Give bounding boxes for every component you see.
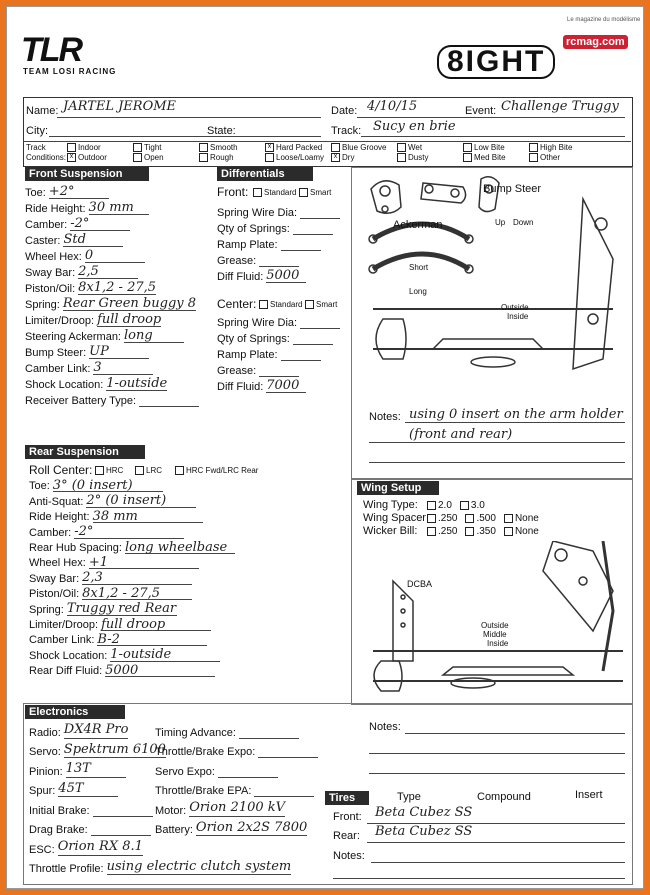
field-row bbox=[217, 203, 340, 219]
bump-steer-up: Up bbox=[495, 218, 506, 227]
roll-center-label: Roll Center: bbox=[29, 463, 93, 477]
field-value[interactable]: 1-outside bbox=[110, 648, 220, 661]
rear-outside-label: Outside bbox=[481, 621, 509, 630]
field-row bbox=[29, 492, 196, 507]
field-row bbox=[155, 778, 314, 798]
wing-notes-label: Notes: bbox=[369, 721, 401, 733]
field-label: Shock Location: bbox=[25, 379, 104, 391]
field-label: Throttle Profile: bbox=[29, 863, 104, 875]
field-label: Ride Height: bbox=[25, 203, 86, 215]
field-label: Spur: bbox=[29, 785, 56, 797]
field-value[interactable]: DX4R Pro bbox=[63, 722, 129, 737]
tlr-logo: TLR bbox=[21, 31, 82, 69]
field-value[interactable]: 8x1,2 - 27,5 bbox=[82, 587, 192, 600]
field-label: Qty of Springs: bbox=[217, 223, 290, 235]
field-row bbox=[25, 295, 196, 311]
condition-checkbox[interactable] bbox=[463, 153, 506, 162]
field-value[interactable] bbox=[300, 315, 340, 329]
checkbox-box[interactable] bbox=[529, 143, 538, 152]
field-row bbox=[155, 758, 278, 778]
track-value: Sucy en brie bbox=[373, 119, 456, 134]
field-label: Shock Location: bbox=[29, 649, 108, 662]
diff-front-std[interactable]: Standard bbox=[253, 188, 296, 197]
field-value[interactable]: 13T bbox=[66, 760, 126, 778]
field-row bbox=[25, 231, 123, 247]
front-notes-value: using 0 insert on the arm holder (front and rear) bbox=[409, 407, 623, 442]
condition-checkbox[interactable] bbox=[265, 153, 324, 162]
field-label: Camber Link: bbox=[29, 634, 95, 647]
field-label: Drag Brake: bbox=[29, 824, 88, 836]
field-label: Camber Link: bbox=[25, 363, 91, 375]
field-label: Ramp Plate: bbox=[217, 239, 278, 251]
field-value[interactable] bbox=[293, 331, 333, 345]
checkbox-box[interactable] bbox=[529, 153, 538, 162]
checkbox-label: Med Bite bbox=[474, 153, 506, 162]
tires-insert-heading: Insert bbox=[575, 789, 603, 801]
field-label: Camber: bbox=[25, 219, 68, 231]
condition-checkbox[interactable] bbox=[67, 153, 107, 162]
rear-suspension-diagram bbox=[353, 541, 629, 697]
wicker-bill-label: Wicker Bill: bbox=[363, 525, 418, 537]
link-long: Long bbox=[409, 287, 427, 296]
diff-front-smart[interactable]: Smart bbox=[299, 188, 331, 197]
field-label: Battery: bbox=[155, 824, 193, 836]
field-value[interactable]: +2° bbox=[49, 185, 109, 199]
tires-front-label: Front: bbox=[333, 811, 362, 823]
field-row bbox=[25, 279, 156, 295]
condition-checkbox[interactable] bbox=[397, 143, 422, 152]
date-value: 4/10/15 bbox=[367, 99, 418, 114]
field-row bbox=[29, 758, 126, 778]
field-value[interactable]: 3° (0 insert) bbox=[53, 479, 163, 492]
checkbox-label: Smooth bbox=[210, 143, 238, 152]
checkbox-label: Dusty bbox=[408, 153, 429, 162]
field-row bbox=[25, 215, 130, 231]
checkbox-label: Dry bbox=[342, 153, 355, 162]
field-value[interactable]: 2° (0 insert) bbox=[86, 494, 196, 507]
field-value[interactable] bbox=[258, 741, 318, 759]
field-label: Spring Wire Dia: bbox=[217, 317, 298, 329]
field-label: Servo: bbox=[29, 746, 61, 758]
option-label: 3.0 bbox=[470, 500, 485, 511]
model-logo: 8IGHT bbox=[437, 45, 555, 79]
field-row bbox=[25, 199, 149, 215]
checkbox-label: Blue Groove bbox=[342, 143, 387, 152]
checkbox-box[interactable] bbox=[397, 153, 406, 162]
tires-type-heading: Type bbox=[397, 791, 421, 803]
field-row bbox=[29, 836, 143, 856]
field-value[interactable]: 30 mm bbox=[89, 201, 149, 215]
field-value[interactable] bbox=[218, 760, 278, 778]
condition-checkbox[interactable] bbox=[133, 143, 162, 152]
bump-steer-label: Bump Steer bbox=[483, 183, 542, 195]
roll-center-hrc-fwd[interactable]: HRC Fwd/LRC Rear bbox=[175, 466, 258, 475]
option-label: .350 bbox=[476, 526, 496, 537]
field-label: Diff Fluid: bbox=[217, 271, 264, 283]
condition-checkbox[interactable] bbox=[67, 143, 101, 152]
field-value[interactable]: 2,3 bbox=[82, 571, 192, 584]
field-label: Spring: bbox=[25, 299, 60, 311]
field-label: Ride Height: bbox=[29, 511, 90, 524]
ackermann-label: Ackerman bbox=[393, 219, 443, 231]
field-label: Anti-Squat: bbox=[29, 495, 84, 508]
field-row bbox=[29, 646, 220, 661]
field-value[interactable] bbox=[281, 347, 321, 361]
field-label: Sway Bar: bbox=[25, 267, 76, 279]
field-label: Throttle/Brake Expo: bbox=[155, 746, 256, 758]
field-label: Initial Brake: bbox=[29, 804, 90, 817]
field-value[interactable]: full droop bbox=[97, 312, 162, 327]
field-label: Grease: bbox=[217, 365, 257, 377]
setup-sheet bbox=[6, 6, 644, 889]
name-value: JARTEL JEROME bbox=[63, 99, 177, 114]
date-label: Date: bbox=[331, 105, 358, 117]
field-row bbox=[155, 739, 318, 759]
condition-checkbox[interactable] bbox=[265, 143, 322, 152]
front-suspension-header: Front Suspension bbox=[25, 167, 149, 181]
field-value[interactable]: 2,5 bbox=[78, 265, 138, 279]
checkbox-label: Outdoor bbox=[78, 153, 107, 162]
field-row bbox=[25, 375, 167, 391]
roll-center-lrc[interactable]: LRC bbox=[135, 466, 162, 475]
field-row bbox=[29, 778, 118, 798]
field-label: Rear Hub Spacing: bbox=[29, 541, 122, 554]
option-label: .250 bbox=[438, 526, 458, 537]
option-label: None bbox=[514, 513, 539, 524]
checkbox-label: High Bite bbox=[540, 143, 573, 152]
roll-center-hrc[interactable]: HRC bbox=[95, 466, 123, 475]
field-row bbox=[25, 343, 149, 359]
checkbox-label: Wet bbox=[408, 143, 423, 152]
brand-tagline: TEAM LOSI RACING bbox=[23, 67, 117, 76]
field-value[interactable]: 38 mm bbox=[93, 510, 203, 523]
tires-rear-value: Beta Cubez SS bbox=[375, 824, 473, 839]
front-suspension-diagram bbox=[353, 169, 629, 409]
field-value[interactable] bbox=[93, 799, 153, 817]
field-row bbox=[29, 554, 199, 569]
option-label: .250 bbox=[438, 513, 458, 524]
option-label: None bbox=[514, 526, 539, 537]
checkbox-box[interactable] bbox=[463, 143, 472, 152]
field-row bbox=[29, 616, 211, 631]
event-label: Event: bbox=[465, 105, 497, 117]
tires-compound-heading: Compound bbox=[477, 791, 531, 803]
field-row bbox=[155, 817, 307, 837]
field-value[interactable]: Rear Green buggy 8 bbox=[62, 296, 197, 311]
diff-front-label: Front: bbox=[217, 185, 249, 199]
field-row bbox=[29, 797, 153, 817]
field-label: Bump Steer: bbox=[25, 347, 87, 359]
field-label: Grease: bbox=[217, 255, 257, 267]
rear-middle-label: Middle bbox=[483, 630, 507, 639]
condition-checkbox[interactable] bbox=[199, 153, 234, 162]
condition-checkbox[interactable] bbox=[331, 153, 354, 162]
field-label: Wheel Hex: bbox=[25, 251, 82, 263]
field-row bbox=[29, 856, 291, 876]
wing-type-label: Wing Type: bbox=[363, 499, 418, 511]
tires-rear-label: Rear: bbox=[333, 830, 360, 842]
checkbox-box[interactable]: x bbox=[265, 143, 274, 152]
field-label: Receiver Battery Type: bbox=[25, 395, 137, 407]
field-value[interactable]: -2° bbox=[70, 217, 130, 231]
field-label: Limiter/Droop: bbox=[29, 618, 99, 631]
field-row bbox=[25, 391, 199, 407]
field-label: Timing Advance: bbox=[155, 726, 236, 739]
checkbox-label: Low Bite bbox=[474, 143, 505, 152]
field-row bbox=[29, 477, 163, 492]
field-row bbox=[217, 345, 321, 361]
condition-checkbox[interactable] bbox=[199, 143, 238, 152]
field-value[interactable] bbox=[239, 721, 299, 739]
field-value[interactable]: long wheelbase bbox=[125, 541, 235, 554]
field-row bbox=[217, 361, 299, 377]
field-value[interactable] bbox=[259, 253, 299, 267]
field-row bbox=[29, 539, 235, 554]
field-value[interactable]: Orion 2x2S 7800 bbox=[195, 819, 308, 835]
field-row bbox=[217, 235, 321, 251]
field-row bbox=[29, 508, 203, 523]
checkbox-box[interactable] bbox=[265, 153, 274, 162]
field-value[interactable] bbox=[300, 205, 340, 219]
field-value[interactable]: Orion RX 8.1 bbox=[57, 839, 143, 854]
field-label: Servo Expo: bbox=[155, 765, 215, 778]
bump-steer-down: Down bbox=[513, 218, 534, 227]
conditions-label: Track Conditions: bbox=[26, 143, 67, 162]
field-value[interactable]: using electric clutch system bbox=[106, 858, 292, 874]
checkbox-box[interactable] bbox=[67, 143, 76, 152]
field-label: Piston/Oil: bbox=[25, 283, 76, 295]
field-label: Wheel Hex: bbox=[29, 557, 86, 570]
field-label: Spring: bbox=[29, 603, 64, 616]
field-row bbox=[29, 600, 177, 615]
field-value[interactable]: -2° bbox=[74, 525, 184, 538]
condition-checkbox[interactable] bbox=[397, 153, 428, 162]
field-row bbox=[25, 247, 145, 263]
field-row bbox=[25, 327, 184, 343]
field-value[interactable]: Spektrum 6100 bbox=[63, 741, 166, 757]
city-label: City: bbox=[26, 125, 48, 137]
checkbox-box[interactable] bbox=[199, 153, 208, 162]
checkbox-label: Loose/Loamy bbox=[276, 153, 325, 162]
front-inside-label: Inside bbox=[507, 312, 529, 321]
field-value[interactable] bbox=[139, 393, 199, 407]
field-row bbox=[217, 329, 333, 345]
checkbox-box[interactable] bbox=[331, 143, 340, 152]
front-outside-label: Outside bbox=[501, 303, 529, 312]
checkbox-box[interactable] bbox=[199, 143, 208, 152]
checkbox-box[interactable] bbox=[133, 153, 142, 162]
checkbox-label: Tight bbox=[144, 143, 162, 152]
field-label: ESC: bbox=[29, 843, 55, 856]
field-value[interactable]: 3 bbox=[93, 361, 153, 375]
field-value[interactable] bbox=[293, 221, 333, 235]
field-label: Motor: bbox=[155, 804, 187, 817]
diff-center-std[interactable]: Standard bbox=[259, 300, 302, 309]
condition-checkbox[interactable] bbox=[529, 153, 560, 162]
option-label: 2.0 bbox=[438, 500, 452, 511]
option-label: .500 bbox=[476, 513, 496, 524]
event-value: Challenge Truggy bbox=[501, 99, 619, 114]
field-label: Ramp Plate: bbox=[217, 349, 278, 361]
field-row bbox=[217, 267, 306, 283]
wing-spacer-label: Wing Spacer: bbox=[363, 512, 430, 524]
field-value[interactable]: Std bbox=[63, 233, 123, 247]
rear-inside-label: Inside bbox=[487, 639, 509, 648]
dcba-label: DCBA bbox=[407, 579, 433, 589]
field-label: Camber: bbox=[29, 526, 72, 539]
name-label: Name: bbox=[26, 105, 59, 117]
field-label: Toe: bbox=[25, 187, 46, 199]
watermark-sub: Le magazine du modélisme bbox=[567, 17, 641, 23]
watermark: rcmag.com bbox=[563, 35, 628, 49]
conditions-grid bbox=[67, 143, 627, 165]
field-row bbox=[217, 377, 306, 393]
checkbox-label: Hard Packed bbox=[276, 143, 323, 152]
field-value[interactable]: +1 bbox=[89, 556, 199, 569]
checkbox-box[interactable] bbox=[397, 143, 406, 152]
checkbox-box[interactable] bbox=[133, 143, 142, 152]
diff-center-label: Center: bbox=[217, 297, 257, 311]
field-row bbox=[29, 817, 151, 837]
field-value[interactable]: 5000 bbox=[266, 269, 306, 283]
diff-center-smart[interactable]: Smart bbox=[305, 300, 337, 309]
field-value[interactable] bbox=[254, 780, 314, 798]
field-row bbox=[217, 251, 299, 267]
field-value[interactable]: 7000 bbox=[266, 379, 306, 393]
field-value[interactable]: 45T bbox=[58, 780, 118, 798]
field-value[interactable]: 8x1,2 - 27,5 bbox=[78, 280, 157, 295]
field-label: Toe: bbox=[29, 480, 50, 493]
link-short: Short bbox=[409, 263, 429, 272]
field-label: Diff Fluid: bbox=[217, 381, 264, 393]
condition-checkbox[interactable] bbox=[331, 143, 386, 152]
condition-checkbox[interactable] bbox=[133, 153, 164, 162]
condition-checkbox[interactable] bbox=[463, 143, 505, 152]
field-row bbox=[155, 719, 299, 739]
front-notes-label: Notes: bbox=[369, 411, 401, 423]
field-row bbox=[25, 359, 153, 375]
field-label: Rear Diff Fluid: bbox=[29, 665, 103, 678]
field-value[interactable]: full droop bbox=[101, 618, 211, 631]
field-label: Piston/Oil: bbox=[29, 588, 80, 601]
wing-setup-header: Wing Setup bbox=[357, 481, 439, 495]
field-row bbox=[29, 739, 166, 759]
checkbox-box[interactable] bbox=[463, 153, 472, 162]
field-value[interactable] bbox=[91, 819, 151, 837]
checkbox-box[interactable]: x bbox=[67, 153, 76, 162]
checkbox-label: Rough bbox=[210, 153, 234, 162]
field-row bbox=[217, 313, 340, 329]
tires-front-value: Beta Cubez SS bbox=[375, 805, 473, 820]
tires-notes-label: Notes: bbox=[333, 850, 365, 862]
electronics-header: Electronics bbox=[25, 705, 125, 719]
checkbox-label: Other bbox=[540, 153, 561, 162]
field-value[interactable]: 1-outside bbox=[106, 376, 168, 391]
field-value[interactable]: Orion 2100 kV bbox=[189, 800, 286, 815]
field-row bbox=[29, 719, 128, 739]
differentials-header: Differentials bbox=[217, 167, 313, 181]
field-value[interactable]: Truggy red Rear bbox=[66, 601, 177, 617]
field-row bbox=[29, 585, 192, 600]
field-value[interactable]: 5000 bbox=[105, 664, 215, 677]
field-label: Radio: bbox=[29, 726, 61, 739]
field-value[interactable] bbox=[281, 237, 321, 251]
field-value[interactable]: UP bbox=[89, 345, 149, 359]
field-label: Sway Bar: bbox=[29, 572, 80, 585]
field-label: Qty of Springs: bbox=[217, 333, 290, 345]
rear-suspension-header: Rear Suspension bbox=[25, 445, 145, 459]
field-label: Throttle/Brake EPA: bbox=[155, 785, 252, 797]
field-value[interactable]: long bbox=[124, 329, 184, 343]
field-row bbox=[25, 311, 161, 327]
checkbox-box[interactable]: x bbox=[331, 153, 340, 162]
field-row bbox=[217, 219, 333, 235]
condition-checkbox[interactable] bbox=[529, 143, 572, 152]
field-row bbox=[25, 183, 109, 199]
field-value[interactable]: B-2 bbox=[97, 633, 207, 646]
field-value[interactable] bbox=[259, 363, 299, 377]
field-row bbox=[29, 523, 184, 538]
field-row bbox=[29, 631, 207, 646]
field-row bbox=[25, 263, 138, 279]
field-row bbox=[29, 662, 215, 677]
field-label: Pinion: bbox=[29, 765, 63, 778]
field-row bbox=[155, 797, 285, 817]
checkbox-label: Open bbox=[144, 153, 164, 162]
field-label: Limiter/Droop: bbox=[25, 315, 95, 327]
track-label: Track: bbox=[331, 125, 362, 137]
field-value[interactable]: 0 bbox=[85, 249, 145, 263]
field-label: Caster: bbox=[25, 235, 61, 247]
checkbox-label: Indoor bbox=[78, 143, 101, 152]
field-label: Steering Ackerman: bbox=[25, 331, 121, 343]
state-label: State: bbox=[207, 125, 236, 137]
tires-header: Tires bbox=[325, 791, 369, 805]
field-label: Spring Wire Dia: bbox=[217, 207, 298, 219]
field-row bbox=[29, 569, 192, 584]
